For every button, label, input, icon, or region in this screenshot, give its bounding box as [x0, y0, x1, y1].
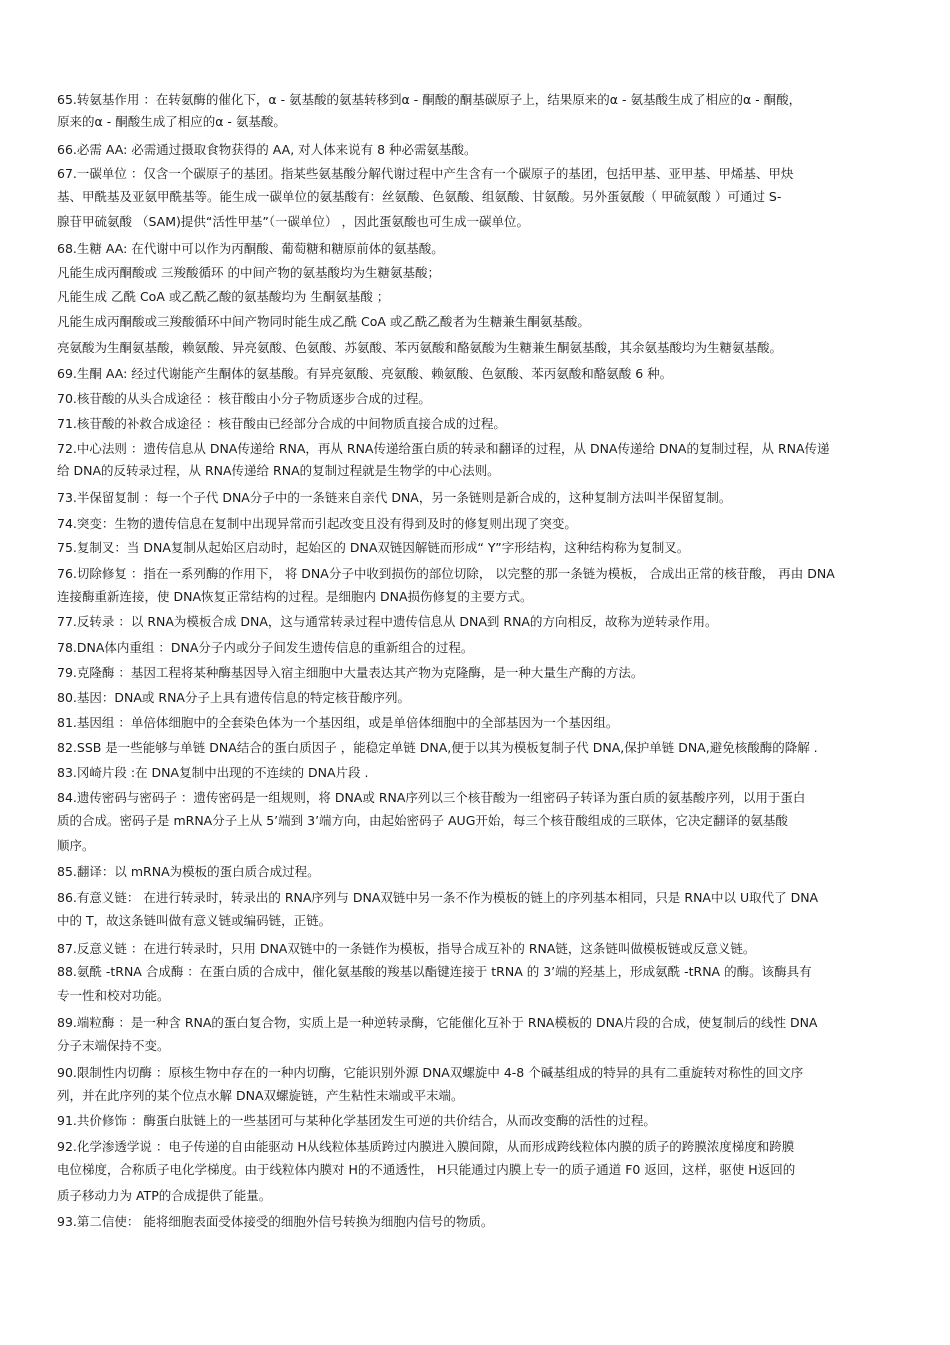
text-line: 84.遗传密码与密码子 ：遗传密码是一组规则，将 DNA或 RNA序列以三个核苷酸为一组密码子转译为蛋白质的氨基酸序列，以用于蛋白	[57, 790, 806, 805]
text-line: 凡能生成 乙酰 CoA 或乙酰乙酸的氨基酸均为 生酮氨基酸 ；	[57, 289, 390, 304]
text-line: 85.翻译：以 mRNA为模板的蛋白质合成过程。	[57, 864, 320, 879]
text-line: 86.有意义链： 在进行转录时，转录出的 RNA序列与 DNA双链中另一条不作为模板的链上的序列基本相同，只是 RNA中以 U取代了 DNA	[57, 890, 819, 905]
text-line: 67.一碳单位 ：仅含一个碳原子的基团。指某些氨基酸分解代谢过程中产生含有一个碳原子的基团，包括甲基、亚甲基、甲烯基、甲炔	[57, 166, 794, 181]
text-line: 原来的α - 酮酸生成了相应的α - 氨基酸。	[57, 114, 286, 129]
text-line: 69.生酮 AA: 经过代谢能产生酮体的氨基酸。有异亮氨酸、亮氨酸、赖氨酸、色氨酸、苯丙氨酸和酪氨酸 6 种。	[57, 366, 673, 381]
text-line: 71.核苷酸的补救合成途径 ：核苷酸由已经部分合成的中间物质直接合成的过程。	[57, 416, 506, 431]
text-line: 分子末端保持不变。	[57, 1038, 170, 1053]
text-line: 68.生糖 AA: 在代谢中可以作为丙酮酸、葡萄糖和糖原前体的氨基酸。	[57, 241, 444, 256]
text-line: 82.SSB 是一些能够与单链 DNA结合的蛋白质因子 ，能稳定单链 DNA,便于以其为模板复制子代 DNA,保护单链 DNA,避免核酸酶的降解 .	[57, 740, 818, 755]
text-line: 79.克隆酶 ：基因工程将某种酶基因导入宿主细胞中大量表达其产物为克隆酶，是一种大量生产酶的方法。	[57, 665, 644, 680]
text-line: 亮氨酸为生酮氨基酸，赖氨酸、异亮氨酸、色氨酸、苏氨酸、苯丙氨酸和酪氨酸为生糖兼生酮氨基酸，其余氨基酸均为生糖氨基酸。	[57, 340, 783, 355]
text-line: 质子移动力为 ATP的合成提供了能量。	[57, 1188, 272, 1203]
text-line: 质的合成。密码子是 mRNA分子上从 5’端到 3’端方向，由起始密码子 AUG开始，每三个核苷酸组成的三联体，它决定翻译的氨基酸	[57, 813, 788, 828]
text-line: 81.基因组 ：单倍体细胞中的全套染色体为一个基因组，或是单倍体细胞中的全部基因为一个基因组。	[57, 715, 619, 730]
text-line: 连接酶重新连接，使 DNA恢复正常结构的过程。是细胞内 DNA损伤修复的主要方式。	[57, 589, 533, 604]
text-line: 92.化学渗透学说 ：电子传递的自由能驱动 H从线粒体基质跨过内膜进入膜间隙，从而形成跨线粒体内膜的质子的跨膜浓度梯度和跨膜	[57, 1139, 795, 1154]
text-line: 87.反意义链 ：在进行转录时，只用 DNA双链中的一条链作为模板，指导合成互补的 RNA链，这条链叫做模板链或反意义链。	[57, 941, 756, 956]
text-line: 80.基因：DNA或 RNA分子上具有遗传信息的特定核苷酸序列。	[57, 690, 410, 705]
text-line: 腺苷甲硫氨酸 （SAM)提供“活性甲基”（一碳单位） ，因此蛋氨酸也可生成一碳单位。	[57, 214, 530, 229]
text-line: 90.限制性内切酶 ：原核生物中存在的一种内切酶，它能识别外源 DNA双螺旋中 4-8 个碱基组成的特异的具有二重旋转对称性的回文序	[57, 1065, 804, 1080]
text-line: 电位梯度，合称质子电化学梯度。由于线粒体内膜对 H的不通透性， H只能通过内膜上专一的质子通道 F0 返回，这样，驱使 H返回的	[57, 1162, 796, 1177]
text-line: 89.端粒酶 ：是一种含 RNA的蛋白复合物，实质上是一种逆转录酶，它能催化互补于 RNA模板的 DNA片段的合成，使复制后的线性 DNA	[57, 1015, 818, 1030]
text-line: 66.必需 AA: 必需通过摄取食物获得的 AA, 对人体来说有 8 种必需氨基酸。	[57, 142, 477, 157]
text-line: 93.第二信使： 能将细胞表面受体接受的细胞外信号转换为细胞内信号的物质。	[57, 1214, 494, 1229]
text-line: 75.复制叉：当 DNA复制从起始区启动时，起始区的 DNA双链因解链而形成“ Y”字形结构，这种结构称为复制叉。	[57, 540, 690, 555]
text-line: 专一性和校对功能。	[57, 988, 170, 1003]
text-line: 78.DNA体内重组 ：DNA分子内或分子间发生遗传信息的重新组合的过程。	[57, 640, 474, 655]
text-line: 凡能生成丙酮酸或三羧酸循环中间产物同时能生成乙酰 CoA 或乙酰乙酸者为生糖兼生酮氨基酸。	[57, 314, 590, 329]
text-line: 91.共价修饰 ：酶蛋白肽链上的一些基团可与某种化学基团发生可逆的共价结合，从而改变酶的活性的过程。	[57, 1113, 656, 1128]
text-line: 72.中心法则 ：遗传信息从 DNA传递给 RNA，再从 RNA传递给蛋白质的转录和翻译的过程，从 DNA传递给 DNA的复制过程，从 RNA传递	[57, 441, 830, 456]
text-line: 65.转氨基作用 ：在转氨酶的催化下，α - 氨基酸的氨基转移到α - 酮酸的酮基碳原子上，结果原来的α - 氨基酸生成了相应的α - 酮酸，	[57, 92, 802, 107]
text-line: 74.突变：生物的遗传信息在复制中出现异常而引起改变且没有得到及时的修复则出现了突变。	[57, 516, 577, 531]
text-line: 73.半保留复制 ：每一个子代 DNA分子中的一条链来自亲代 DNA，另一条链则是新合成的，这种复制方法叫半保留复制。	[57, 490, 732, 505]
text-line: 88.氨酰 -tRNA 合成酶 ：在蛋白质的合成中，催化氨基酸的羧基以酯键连接于 tRNA 的 3’端的羟基上，形成氨酰 -tRNA 的酶。该酶具有	[57, 964, 812, 979]
text-line: 70.核苷酸的从头合成途径 ：核苷酸由小分子物质逐步合成的过程。	[57, 391, 431, 406]
text-line: 基、甲酰基及亚氨甲酰基等。能生成一碳单位的氨基酸有：丝氨酸、色氨酸、组氨酸、甘氨酸。另外蛋氨酸（ 甲硫氨酸 ）可通过 S-	[57, 189, 782, 204]
text-line: 凡能生成丙酮酸或 三羧酸循环 的中间产物的氨基酸均为生糖氨基酸；	[57, 265, 440, 280]
text-line: 83.冈崎片段 :在 DNA复制中出现的不连续的 DNA片段 .	[57, 765, 369, 780]
text-line: 77.反转录 ：以 RNA为模板合成 DNA，这与通常转录过程中遗传信息从 DNA到 RNA的方向相反，故称为逆转录作用。	[57, 614, 718, 629]
text-line: 76.切除修复 ：指在一系列酶的作用下， 将 DNA分子中收到损伤的部位切除， 以完整的那一条链为模板， 合成出正常的核苷酸， 再由 DNA	[57, 566, 835, 581]
text-line: 中的 T，故这条链叫做有意义链或编码链，正链。	[57, 913, 332, 928]
text-line: 列，并在此序列的某个位点水解 DNA双螺旋链，产生粘性末端或平末端。	[57, 1088, 464, 1103]
text-line: 顺序。	[57, 838, 95, 853]
text-line: 给 DNA的反转录过程，从 RNA传递给 RNA的复制过程就是生物学的中心法则。	[57, 463, 500, 478]
